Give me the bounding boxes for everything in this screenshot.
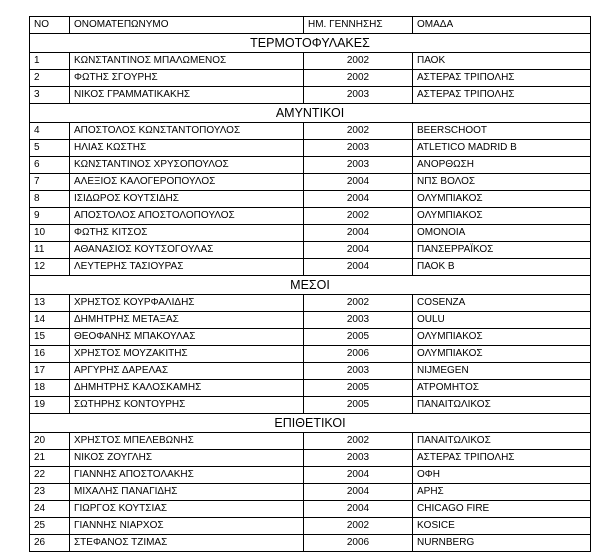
player-name: ΣΤΕΦΑΝΟΣ ΤΖΙΜΑΣ xyxy=(70,535,304,552)
player-team: ΟΛΥΜΠΙΑΚΟΣ xyxy=(413,346,591,363)
player-number: 23 xyxy=(30,484,70,501)
birth-year: 2003 xyxy=(304,157,413,174)
table-row xyxy=(30,380,591,397)
player-number: 13 xyxy=(30,295,70,312)
player-team: ΑΤΡΟΜΗΤΟΣ xyxy=(413,380,591,397)
birth-year: 2002 xyxy=(304,123,413,140)
player-team: ΠΑΟΚ Β xyxy=(413,259,591,276)
player-team: ΑΣΤΕΡΑΣ ΤΡΙΠΟΛΗΣ xyxy=(413,450,591,467)
player-name: ΚΩΝΣΤΑΝΤΙΝΟΣ ΜΠΑΛΩΜΕΝΟΣ xyxy=(70,53,304,70)
player-name: ΘΕΟΦΑΝΗΣ ΜΠΑΚΟΥΛΑΣ xyxy=(70,329,304,346)
player-number: 25 xyxy=(30,518,70,535)
player-name: ΙΣΙΔΩΡΟΣ ΚΟΥΤΣΙΔΗΣ xyxy=(70,191,304,208)
player-team: ΟΛΥΜΠΙΑΚΟΣ xyxy=(413,208,591,225)
section-title: ΑΜΥΝΤΙΚΟΙ xyxy=(30,104,591,123)
player-name: ΚΩΝΣΤΑΝΤΙΝΟΣ ΧΡΥΣΟΠΟΥΛΟΣ xyxy=(70,157,304,174)
table-row xyxy=(30,208,591,225)
player-team: ΑΝΟΡΘΩΣΗ xyxy=(413,157,591,174)
player-team: ΠΑΝΣΕΡΡΑΪΚΟΣ xyxy=(413,242,591,259)
table-row xyxy=(30,70,591,87)
header-no: ΝΟ xyxy=(30,17,70,34)
section-header-row xyxy=(30,104,591,123)
birth-year: 2002 xyxy=(304,70,413,87)
player-name: ΑΠΟΣΤΟΛΟΣ ΑΠΟΣΤΟΛΟΠΟΥΛΟΣ xyxy=(70,208,304,225)
player-number: 5 xyxy=(30,140,70,157)
section-title: ΤΕΡΜΟΤΟΦΥΛΑΚΕΣ xyxy=(30,34,591,53)
table-row xyxy=(30,191,591,208)
player-name: ΗΛΙΑΣ ΚΩΣΤΗΣ xyxy=(70,140,304,157)
player-name: ΧΡΗΣΤΟΣ ΜΟΥΖΑΚΙΤΗΣ xyxy=(70,346,304,363)
table-row xyxy=(30,484,591,501)
birth-year: 2004 xyxy=(304,501,413,518)
player-team: ΑΡΗΣ xyxy=(413,484,591,501)
table-row xyxy=(30,157,591,174)
player-number: 10 xyxy=(30,225,70,242)
header-birth: ΗΜ. ΓΕΝΝΗΣΗΣ xyxy=(304,17,413,34)
player-team: NURNBERG xyxy=(413,535,591,552)
player-name: ΔΗΜΗΤΡΗΣ ΚΑΛΟΣΚΑΜΗΣ xyxy=(70,380,304,397)
player-team: ΝΠΣ ΒΟΛΟΣ xyxy=(413,174,591,191)
player-team: CHICAGO FIRE xyxy=(413,501,591,518)
player-team: ΠΑΟΚ xyxy=(413,53,591,70)
birth-year: 2003 xyxy=(304,312,413,329)
player-number: 14 xyxy=(30,312,70,329)
player-team: ΑΣΤΕΡΑΣ ΤΡΙΠΟΛΗΣ xyxy=(413,87,591,104)
player-name: ΧΡΗΣΤΟΣ ΚΟΥΡΦΑΛΙΔΗΣ xyxy=(70,295,304,312)
player-number: 1 xyxy=(30,53,70,70)
header-row xyxy=(30,17,591,34)
birth-year: 2003 xyxy=(304,87,413,104)
player-number: 22 xyxy=(30,467,70,484)
player-number: 11 xyxy=(30,242,70,259)
table-row xyxy=(30,225,591,242)
birth-year: 2005 xyxy=(304,329,413,346)
birth-year: 2004 xyxy=(304,484,413,501)
birth-year: 2002 xyxy=(304,433,413,450)
player-number: 7 xyxy=(30,174,70,191)
player-name: ΓΙΑΝΝΗΣ ΝΙΑΡΧΟΣ xyxy=(70,518,304,535)
table-row xyxy=(30,295,591,312)
birth-year: 2003 xyxy=(304,363,413,380)
birth-year: 2003 xyxy=(304,450,413,467)
player-number: 18 xyxy=(30,380,70,397)
player-name: ΓΙΩΡΓΟΣ ΚΟΥΤΣΙΑΣ xyxy=(70,501,304,518)
player-number: 16 xyxy=(30,346,70,363)
player-number: 21 xyxy=(30,450,70,467)
player-team: ΟΦΗ xyxy=(413,467,591,484)
table-row xyxy=(30,501,591,518)
birth-year: 2004 xyxy=(304,174,413,191)
birth-year: 2006 xyxy=(304,346,413,363)
player-name: ΑΠΟΣΤΟΛΟΣ ΚΩΝΣΤΑΝΤΟΠΟΥΛΟΣ xyxy=(70,123,304,140)
birth-year: 2002 xyxy=(304,518,413,535)
birth-year: 2004 xyxy=(304,191,413,208)
player-name: ΓΙΑΝΝΗΣ ΑΠΟΣΤΟΛΑΚΗΣ xyxy=(70,467,304,484)
player-number: 12 xyxy=(30,259,70,276)
player-number: 17 xyxy=(30,363,70,380)
section-header-row xyxy=(30,414,591,433)
player-number: 4 xyxy=(30,123,70,140)
player-number: 6 xyxy=(30,157,70,174)
player-name: ΧΡΗΣΤΟΣ ΜΠΕΛΕΒΩΝΗΣ xyxy=(70,433,304,450)
table-row xyxy=(30,123,591,140)
player-team: NIJMEGEN xyxy=(413,363,591,380)
player-team: ΟΜΟΝΟΙΑ xyxy=(413,225,591,242)
table-row xyxy=(30,242,591,259)
table-row xyxy=(30,140,591,157)
player-name: ΑΘΑΝΑΣΙΟΣ ΚΟΥΤΣΟΓΟΥΛΑΣ xyxy=(70,242,304,259)
player-team: ATLETICO MADRID B xyxy=(413,140,591,157)
player-number: 8 xyxy=(30,191,70,208)
table-row xyxy=(30,535,591,552)
table-row xyxy=(30,518,591,535)
player-name: ΝΙΚΟΣ ΓΡΑΜΜΑΤΙΚΑΚΗΣ xyxy=(70,87,304,104)
birth-year: 2004 xyxy=(304,259,413,276)
table-row xyxy=(30,174,591,191)
section-title: ΕΠΙΘΕΤΙΚΟΙ xyxy=(30,414,591,433)
roster-body xyxy=(30,34,591,552)
birth-year: 2002 xyxy=(304,295,413,312)
birth-year: 2004 xyxy=(304,242,413,259)
player-name: ΦΩΤΗΣ ΚΙΤΣΟΣ xyxy=(70,225,304,242)
player-number: 3 xyxy=(30,87,70,104)
player-name: ΑΡΓΥΡΗΣ ΔΑΡΕΛΑΣ xyxy=(70,363,304,380)
player-name: ΜΙΧΑΛΗΣ ΠΑΝΑΓΙΔΗΣ xyxy=(70,484,304,501)
birth-year: 2005 xyxy=(304,380,413,397)
player-name: ΔΗΜΗΤΡΗΣ ΜΕΤΑΞΑΣ xyxy=(70,312,304,329)
birth-year: 2004 xyxy=(304,467,413,484)
table-row xyxy=(30,467,591,484)
player-team: ΑΣΤΕΡΑΣ ΤΡΙΠΟΛΗΣ xyxy=(413,70,591,87)
player-team: COSENZA xyxy=(413,295,591,312)
player-team: ΠΑΝΑΙΤΩΛΙΚΟΣ xyxy=(413,397,591,414)
player-name: ΑΛΕΞΙΟΣ ΚΑΛΟΓΕΡΟΠΟΥΛΟΣ xyxy=(70,174,304,191)
table-row xyxy=(30,450,591,467)
birth-year: 2002 xyxy=(304,53,413,70)
section-title: ΜΕΣΟΙ xyxy=(30,276,591,295)
table-row xyxy=(30,363,591,380)
section-header-row xyxy=(30,276,591,295)
birth-year: 2005 xyxy=(304,397,413,414)
player-name: ΛΕΥΤΕΡΗΣ ΤΑΣΙΟΥΡΑΣ xyxy=(70,259,304,276)
table-row xyxy=(30,53,591,70)
birth-year: 2003 xyxy=(304,140,413,157)
table-row xyxy=(30,259,591,276)
player-team: BEERSCHOOT xyxy=(413,123,591,140)
player-name: ΝΙΚΟΣ ΖΟΥΓΛΗΣ xyxy=(70,450,304,467)
player-number: 2 xyxy=(30,70,70,87)
player-number: 20 xyxy=(30,433,70,450)
header-team: ΟΜΑΔΑ xyxy=(413,17,591,34)
player-number: 15 xyxy=(30,329,70,346)
player-name: ΦΩΤΗΣ ΣΓΟΥΡΗΣ xyxy=(70,70,304,87)
table-row xyxy=(30,329,591,346)
player-number: 9 xyxy=(30,208,70,225)
player-team: ΠΑΝΑΙΤΩΛΙΚΟΣ xyxy=(413,433,591,450)
birth-year: 2002 xyxy=(304,208,413,225)
player-number: 26 xyxy=(30,535,70,552)
table-row xyxy=(30,312,591,329)
table-row xyxy=(30,433,591,450)
player-number: 19 xyxy=(30,397,70,414)
player-number: 24 xyxy=(30,501,70,518)
table-row xyxy=(30,397,591,414)
birth-year: 2006 xyxy=(304,535,413,552)
table-row xyxy=(30,87,591,104)
player-team: ΟΛΥΜΠΙΑΚΟΣ xyxy=(413,329,591,346)
player-team: ΟΛΥΜΠΙΑΚΟΣ xyxy=(413,191,591,208)
table-row xyxy=(30,346,591,363)
player-team: KOSICE xyxy=(413,518,591,535)
roster-table xyxy=(29,16,591,552)
birth-year: 2004 xyxy=(304,225,413,242)
header-name: ΟΝΟΜΑΤΕΠΩΝΥΜΟ xyxy=(70,17,304,34)
player-team: OULU xyxy=(413,312,591,329)
player-name: ΣΩΤΗΡΗΣ ΚΟΝΤΟΥΡΗΣ xyxy=(70,397,304,414)
section-header-row xyxy=(30,34,591,53)
